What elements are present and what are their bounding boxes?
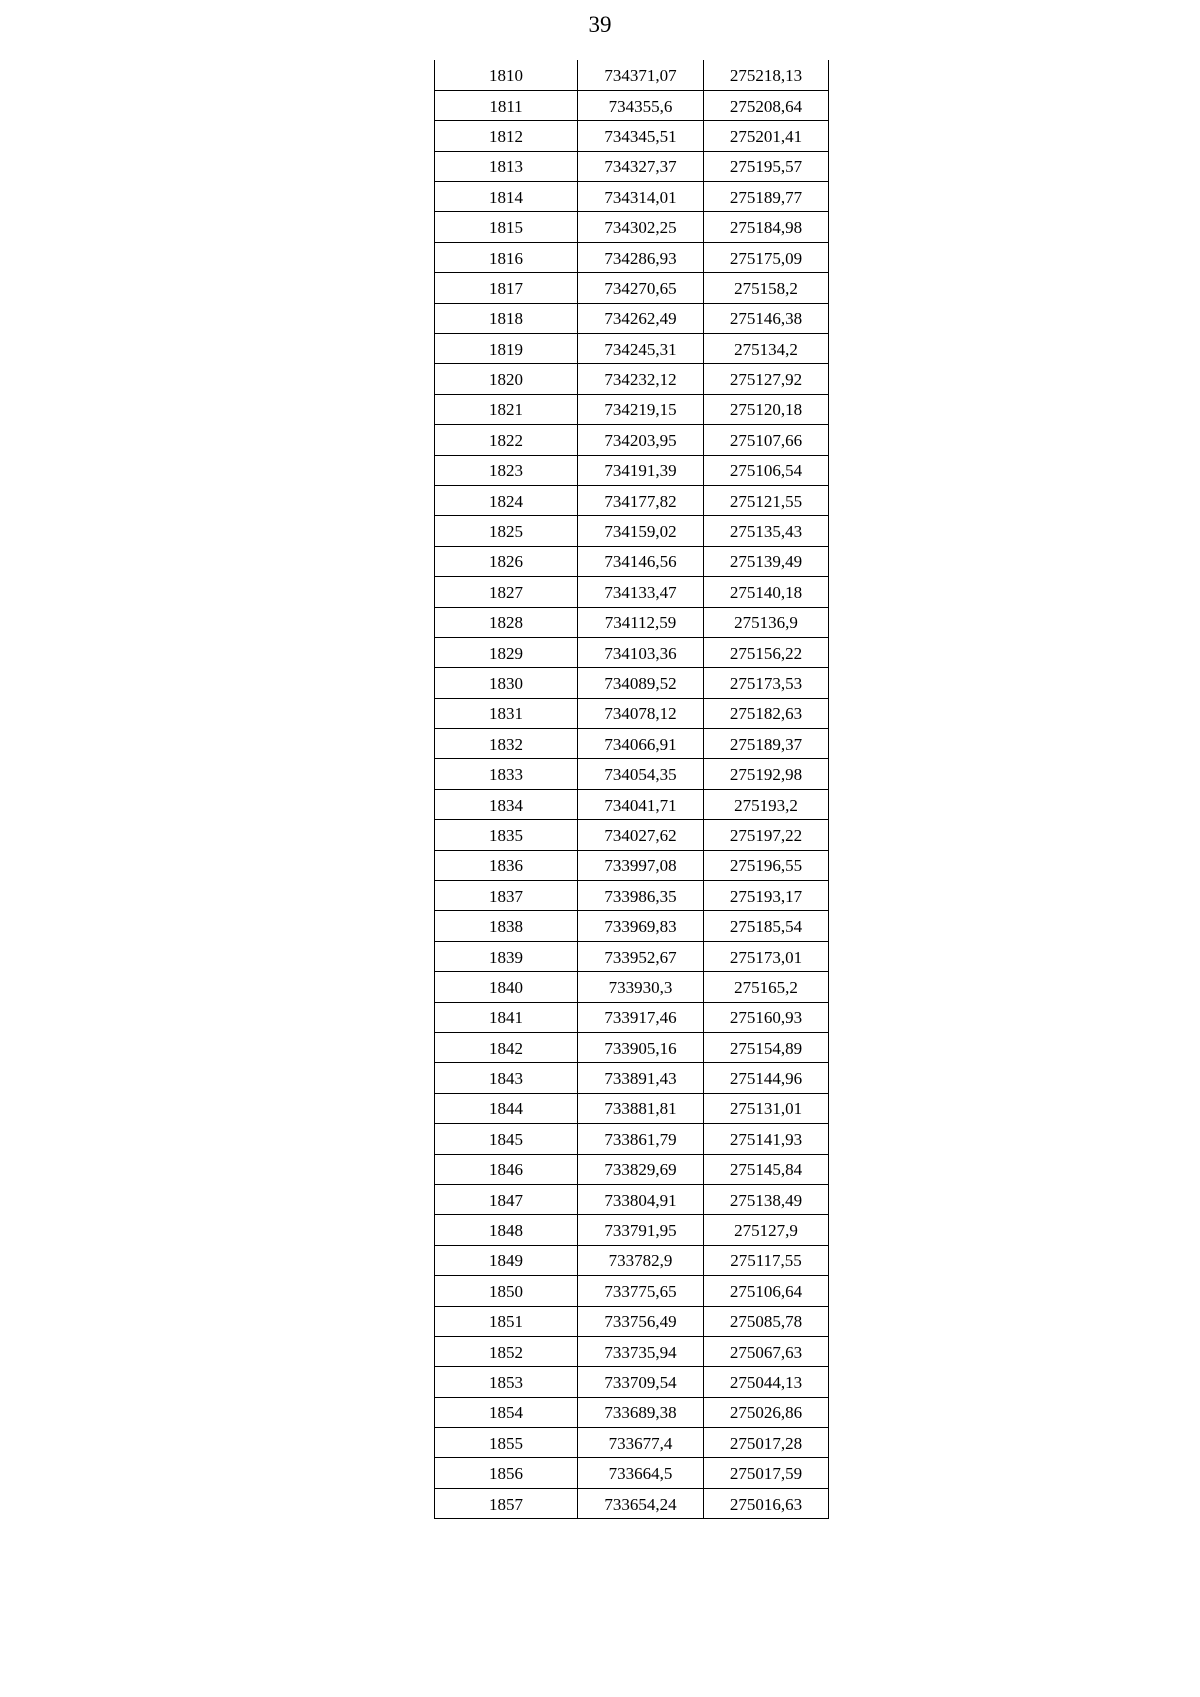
point-number-cell: 1852	[435, 1336, 578, 1366]
table-row	[435, 242, 829, 272]
table-row	[435, 668, 829, 698]
y-coordinate-cell: 275016,63	[704, 1488, 829, 1518]
y-coordinate-cell: 275189,37	[704, 729, 829, 759]
table-row	[435, 212, 829, 242]
table-row	[435, 1397, 829, 1427]
y-coordinate-cell: 275117,55	[704, 1245, 829, 1275]
x-coordinate-cell: 734327,37	[578, 151, 704, 181]
table-row	[435, 151, 829, 181]
table-row	[435, 1215, 829, 1245]
table-row	[435, 485, 829, 515]
table-row	[435, 1458, 829, 1488]
table-row	[435, 1336, 829, 1366]
x-coordinate-cell: 734286,93	[578, 242, 704, 272]
point-number-cell: 1849	[435, 1245, 578, 1275]
y-coordinate-cell: 275189,77	[704, 182, 829, 212]
point-number-cell: 1840	[435, 972, 578, 1002]
y-coordinate-cell: 275017,59	[704, 1458, 829, 1488]
point-number-cell: 1820	[435, 364, 578, 394]
y-coordinate-cell: 275218,13	[704, 60, 829, 90]
y-coordinate-cell: 275120,18	[704, 394, 829, 424]
x-coordinate-cell: 733952,67	[578, 941, 704, 971]
x-coordinate-cell: 733891,43	[578, 1063, 704, 1093]
x-coordinate-cell: 733804,91	[578, 1184, 704, 1214]
x-coordinate-cell: 734112,59	[578, 607, 704, 637]
y-coordinate-cell: 275173,53	[704, 668, 829, 698]
x-coordinate-cell: 733689,38	[578, 1397, 704, 1427]
x-coordinate-cell: 734203,95	[578, 425, 704, 455]
y-coordinate-cell: 275107,66	[704, 425, 829, 455]
x-coordinate-cell: 734103,36	[578, 637, 704, 667]
y-coordinate-cell: 275131,01	[704, 1093, 829, 1123]
table-row	[435, 394, 829, 424]
y-coordinate-cell: 275184,98	[704, 212, 829, 242]
table-row	[435, 303, 829, 333]
x-coordinate-cell: 734355,6	[578, 90, 704, 120]
y-coordinate-cell: 275140,18	[704, 577, 829, 607]
point-number-cell: 1825	[435, 516, 578, 546]
point-number-cell: 1834	[435, 789, 578, 819]
x-coordinate-cell: 734270,65	[578, 273, 704, 303]
point-number-cell: 1838	[435, 911, 578, 941]
table-row	[435, 1033, 829, 1063]
y-coordinate-cell: 275139,49	[704, 546, 829, 576]
table-row	[435, 425, 829, 455]
x-coordinate-cell: 733677,4	[578, 1428, 704, 1458]
point-number-cell: 1856	[435, 1458, 578, 1488]
table-row	[435, 911, 829, 941]
y-coordinate-cell: 275085,78	[704, 1306, 829, 1336]
table-row	[435, 1276, 829, 1306]
point-number-cell: 1827	[435, 577, 578, 607]
point-number-cell: 1839	[435, 941, 578, 971]
coordinates-table	[434, 60, 829, 1519]
table-row	[435, 1306, 829, 1336]
point-number-cell: 1816	[435, 242, 578, 272]
y-coordinate-cell: 275121,55	[704, 485, 829, 515]
y-coordinate-cell: 275201,41	[704, 121, 829, 151]
table-row	[435, 1245, 829, 1275]
y-coordinate-cell: 275182,63	[704, 698, 829, 728]
point-number-cell: 1850	[435, 1276, 578, 1306]
x-coordinate-cell: 734159,02	[578, 516, 704, 546]
x-coordinate-cell: 734041,71	[578, 789, 704, 819]
y-coordinate-cell: 275195,57	[704, 151, 829, 181]
point-number-cell: 1841	[435, 1002, 578, 1032]
point-number-cell: 1833	[435, 759, 578, 789]
x-coordinate-cell: 734191,39	[578, 455, 704, 485]
point-number-cell: 1837	[435, 881, 578, 911]
table-row	[435, 759, 829, 789]
x-coordinate-cell: 733791,95	[578, 1215, 704, 1245]
table-row	[435, 121, 829, 151]
x-coordinate-cell: 733756,49	[578, 1306, 704, 1336]
point-number-cell: 1851	[435, 1306, 578, 1336]
x-coordinate-cell: 733986,35	[578, 881, 704, 911]
y-coordinate-cell: 275144,96	[704, 1063, 829, 1093]
x-coordinate-cell: 733829,69	[578, 1154, 704, 1184]
point-number-cell: 1822	[435, 425, 578, 455]
y-coordinate-cell: 275192,98	[704, 759, 829, 789]
point-number-cell: 1826	[435, 546, 578, 576]
x-coordinate-cell: 734219,15	[578, 394, 704, 424]
point-number-cell: 1847	[435, 1184, 578, 1214]
y-coordinate-cell: 275208,64	[704, 90, 829, 120]
table-row	[435, 881, 829, 911]
x-coordinate-cell: 734232,12	[578, 364, 704, 394]
table-row	[435, 273, 829, 303]
table-row	[435, 607, 829, 637]
x-coordinate-cell: 734245,31	[578, 334, 704, 364]
point-number-cell: 1819	[435, 334, 578, 364]
y-coordinate-cell: 275193,2	[704, 789, 829, 819]
y-coordinate-cell: 275134,2	[704, 334, 829, 364]
y-coordinate-cell: 275106,54	[704, 455, 829, 485]
point-number-cell: 1810	[435, 60, 578, 90]
table-row	[435, 729, 829, 759]
y-coordinate-cell: 275185,54	[704, 911, 829, 941]
point-number-cell: 1844	[435, 1093, 578, 1123]
point-number-cell: 1842	[435, 1033, 578, 1063]
table-row	[435, 182, 829, 212]
x-coordinate-cell: 734027,62	[578, 820, 704, 850]
point-number-cell: 1821	[435, 394, 578, 424]
table-row	[435, 1124, 829, 1154]
x-coordinate-cell: 733654,24	[578, 1488, 704, 1518]
table-row	[435, 334, 829, 364]
point-number-cell: 1830	[435, 668, 578, 698]
y-coordinate-cell: 275193,17	[704, 881, 829, 911]
y-coordinate-cell: 275017,28	[704, 1428, 829, 1458]
y-coordinate-cell: 275106,64	[704, 1276, 829, 1306]
x-coordinate-cell: 733735,94	[578, 1336, 704, 1366]
table-row	[435, 698, 829, 728]
point-number-cell: 1848	[435, 1215, 578, 1245]
table-row	[435, 972, 829, 1002]
y-coordinate-cell: 275127,9	[704, 1215, 829, 1245]
x-coordinate-cell: 734146,56	[578, 546, 704, 576]
y-coordinate-cell: 275154,89	[704, 1033, 829, 1063]
y-coordinate-cell: 275197,22	[704, 820, 829, 850]
y-coordinate-cell: 275138,49	[704, 1184, 829, 1214]
x-coordinate-cell: 734054,35	[578, 759, 704, 789]
point-number-cell: 1832	[435, 729, 578, 759]
point-number-cell: 1818	[435, 303, 578, 333]
y-coordinate-cell: 275026,86	[704, 1397, 829, 1427]
x-coordinate-cell: 733997,08	[578, 850, 704, 880]
table-row	[435, 1002, 829, 1032]
point-number-cell: 1853	[435, 1367, 578, 1397]
y-coordinate-cell: 275145,84	[704, 1154, 829, 1184]
x-coordinate-cell: 733709,54	[578, 1367, 704, 1397]
x-coordinate-cell: 733917,46	[578, 1002, 704, 1032]
table-row	[435, 941, 829, 971]
y-coordinate-cell: 275141,93	[704, 1124, 829, 1154]
table-row	[435, 516, 829, 546]
table-row	[435, 1428, 829, 1458]
y-coordinate-cell: 275158,2	[704, 273, 829, 303]
point-number-cell: 1812	[435, 121, 578, 151]
point-number-cell: 1823	[435, 455, 578, 485]
point-number-cell: 1845	[435, 1124, 578, 1154]
table-row	[435, 455, 829, 485]
point-number-cell: 1831	[435, 698, 578, 728]
point-number-cell: 1857	[435, 1488, 578, 1518]
y-coordinate-cell: 275146,38	[704, 303, 829, 333]
x-coordinate-cell: 734345,51	[578, 121, 704, 151]
x-coordinate-cell: 734302,25	[578, 212, 704, 242]
x-coordinate-cell: 733861,79	[578, 1124, 704, 1154]
point-number-cell: 1815	[435, 212, 578, 242]
x-coordinate-cell: 734066,91	[578, 729, 704, 759]
point-number-cell: 1828	[435, 607, 578, 637]
x-coordinate-cell: 733664,5	[578, 1458, 704, 1488]
y-coordinate-cell: 275044,13	[704, 1367, 829, 1397]
table-row	[435, 546, 829, 576]
table-row	[435, 1063, 829, 1093]
x-coordinate-cell: 734078,12	[578, 698, 704, 728]
x-coordinate-cell: 734133,47	[578, 577, 704, 607]
point-number-cell: 1846	[435, 1154, 578, 1184]
coordinates-table-body	[435, 60, 829, 1519]
table-row	[435, 1367, 829, 1397]
y-coordinate-cell: 275067,63	[704, 1336, 829, 1366]
y-coordinate-cell: 275165,2	[704, 972, 829, 1002]
table-row	[435, 60, 829, 90]
point-number-cell: 1811	[435, 90, 578, 120]
x-coordinate-cell: 733881,81	[578, 1093, 704, 1123]
point-number-cell: 1813	[435, 151, 578, 181]
point-number-cell: 1836	[435, 850, 578, 880]
x-coordinate-cell: 733782,9	[578, 1245, 704, 1275]
x-coordinate-cell: 733775,65	[578, 1276, 704, 1306]
table-row	[435, 637, 829, 667]
table-row	[435, 577, 829, 607]
table-row	[435, 850, 829, 880]
table-row	[435, 820, 829, 850]
point-number-cell: 1814	[435, 182, 578, 212]
y-coordinate-cell: 275160,93	[704, 1002, 829, 1032]
y-coordinate-cell: 275196,55	[704, 850, 829, 880]
y-coordinate-cell: 275156,22	[704, 637, 829, 667]
point-number-cell: 1829	[435, 637, 578, 667]
table-row	[435, 1488, 829, 1518]
point-number-cell: 1824	[435, 485, 578, 515]
table-row	[435, 1093, 829, 1123]
table-row	[435, 1154, 829, 1184]
point-number-cell: 1817	[435, 273, 578, 303]
table-row	[435, 364, 829, 394]
x-coordinate-cell: 733969,83	[578, 911, 704, 941]
page-number: 39	[588, 12, 612, 37]
y-coordinate-cell: 275173,01	[704, 941, 829, 971]
point-number-cell: 1835	[435, 820, 578, 850]
x-coordinate-cell: 734089,52	[578, 668, 704, 698]
y-coordinate-cell: 275135,43	[704, 516, 829, 546]
point-number-cell: 1843	[435, 1063, 578, 1093]
point-number-cell: 1854	[435, 1397, 578, 1427]
y-coordinate-cell: 275136,9	[704, 607, 829, 637]
y-coordinate-cell: 275127,92	[704, 364, 829, 394]
table-row	[435, 1184, 829, 1214]
x-coordinate-cell: 734371,07	[578, 60, 704, 90]
x-coordinate-cell: 734314,01	[578, 182, 704, 212]
x-coordinate-cell: 733905,16	[578, 1033, 704, 1063]
x-coordinate-cell: 733930,3	[578, 972, 704, 1002]
x-coordinate-cell: 734262,49	[578, 303, 704, 333]
table-row	[435, 90, 829, 120]
table-row	[435, 789, 829, 819]
y-coordinate-cell: 275175,09	[704, 242, 829, 272]
point-number-cell: 1855	[435, 1428, 578, 1458]
x-coordinate-cell: 734177,82	[578, 485, 704, 515]
